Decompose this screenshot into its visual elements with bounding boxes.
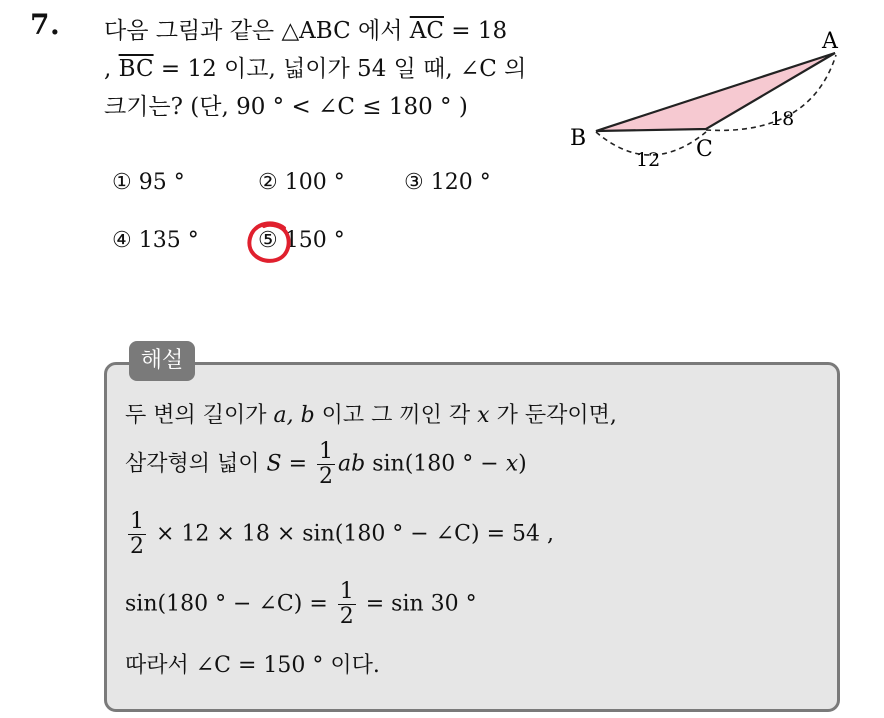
solution-line-5: 따라서 ∠C = 150 ° 이다. [125, 653, 380, 678]
solution-var-ab: ab [338, 451, 366, 477]
solution-text: 이고 그 끼인 각 [314, 403, 478, 428]
solution-text: 삼각형의 넓이 [125, 451, 267, 477]
choice-marker: ⑤ [258, 228, 278, 253]
segment-ac: $\overline{AC}$ [409, 18, 444, 44]
question-text: 다음 그림과 같은 △ABC 에서 [104, 18, 410, 44]
answer-circle-icon [244, 218, 296, 268]
fraction-numerator: 1 [319, 439, 333, 464]
choice-marker: ③ [404, 170, 424, 195]
solution-text: = sin 30 ° [358, 591, 477, 617]
choice-marker: ① [112, 170, 132, 195]
side-label-ca: 18 [770, 108, 795, 130]
solution-text: sin(180 ° − ∠C) = [125, 591, 335, 617]
solution-text: 가 둔각이면, [489, 403, 617, 428]
solution-eq: = [281, 451, 314, 477]
choice-value: 95 ° [138, 170, 185, 195]
question-condition: = 12 이고, 넓이가 54 일 때, ∠C 의 [153, 56, 527, 82]
triangle-fill [596, 53, 835, 131]
solution-line-2 [125, 440, 527, 489]
fraction-denominator: 2 [130, 534, 144, 560]
solution-tag: 해설 [129, 341, 195, 381]
solution-text: × 12 × 18 × sin(180 ° − ∠C) = 54 , [149, 521, 554, 547]
solution-var-x: x [477, 403, 490, 428]
question-line-3: 크기는? (단, 90 ° < ∠C ≤ 180 ° ) [104, 94, 468, 120]
choice-value: 120 ° [430, 170, 491, 195]
triangle-diagram [560, 20, 860, 180]
solution-text: 두 변의 길이가 [125, 403, 274, 428]
choice-value: 150 ° [284, 228, 345, 253]
solution-var-s: S [266, 451, 282, 477]
fraction-denominator: 2 [319, 464, 333, 490]
choice-value: 100 ° [284, 170, 345, 195]
question-lead: , [104, 56, 119, 82]
fraction-numerator: 1 [130, 509, 144, 534]
side-label-bc: 12 [636, 149, 661, 171]
choice-4[interactable] [112, 228, 199, 253]
choice-3[interactable] [404, 170, 491, 195]
fraction-half [338, 580, 356, 629]
fraction-half [128, 510, 146, 559]
fraction-half [317, 440, 335, 489]
choice-marker: ④ [112, 228, 132, 253]
segment-bc: $\overline{BC}$ [118, 56, 154, 82]
vertex-label-c: C [696, 137, 713, 162]
solution-var-x: x [505, 451, 519, 477]
choice-marker: ② [258, 170, 278, 195]
solution-text: sin(180 ° − [365, 451, 506, 477]
problem-number: 7. [30, 8, 61, 41]
vertex-label-a: A [822, 29, 838, 54]
choice-value: 135 ° [138, 228, 199, 253]
solution-vars: a, b [273, 403, 315, 428]
question-line-1 [104, 20, 507, 43]
fraction-denominator: 2 [339, 604, 354, 630]
fraction-numerator: 1 [339, 579, 354, 604]
solution-line-3 [125, 510, 554, 559]
question-line-2 [104, 58, 526, 81]
choice-1[interactable] [112, 170, 185, 195]
solution-line-1 [125, 398, 617, 429]
question-value-ac: = 18 [443, 18, 508, 44]
vertex-label-b: B [570, 126, 587, 151]
choice-2[interactable] [258, 170, 345, 195]
solution-line-4 [125, 580, 477, 629]
solution-text: ) [518, 451, 527, 477]
